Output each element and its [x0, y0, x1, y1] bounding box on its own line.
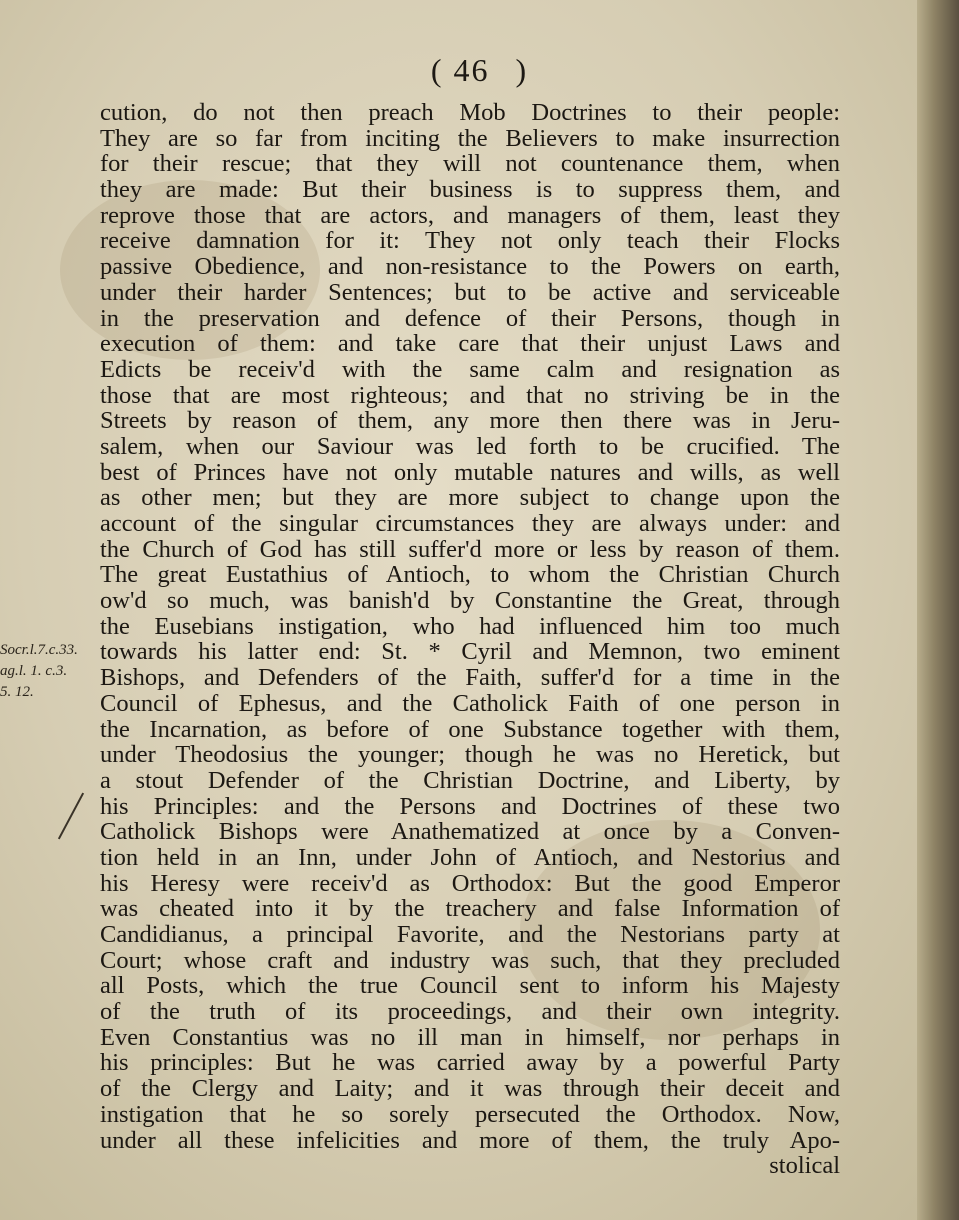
- text-line: under Theodosius the younger; though he was no Heretick, but: [100, 741, 840, 769]
- text-line: under all these infelicities and more of them, the truly Apo-: [100, 1126, 840, 1154]
- text-line: his Principles: and the Persons and Doctrines of these two: [100, 792, 840, 820]
- body-text: [100, 100, 840, 1179]
- page-gutter-edge: [917, 0, 959, 1220]
- text-line: account of the singular circumstances they are always under: and: [100, 510, 840, 537]
- text-line: the Eusebians instigation, who had influenced him too much: [100, 612, 840, 640]
- text-line: all Posts, which the true Council sent to inform his Majesty: [100, 972, 840, 1000]
- text-line: instigation that he so sorely persecuted the Orthodox. Now,: [100, 1100, 840, 1128]
- text-line: receive damnation for it: They not only teach their Flocks: [100, 227, 840, 255]
- margin-notes: [0, 640, 100, 703]
- margin-note: ag.l. 1. c.3.: [0, 663, 68, 679]
- page-number-close: ): [515, 52, 529, 88]
- text-line: tion held in an Inn, under John of Antioch, and Nestorius and: [100, 843, 840, 871]
- pen-mark: [58, 793, 84, 840]
- text-line: Council of Ephesus, and the Catholick Faith of one person in: [100, 689, 840, 717]
- text-line: a stout Defender of the Christian Doctrine, and Liberty, by: [100, 766, 840, 794]
- text-line: cution, do not then preach Mob Doctrines to their people:: [100, 99, 840, 126]
- text-line: those that are most righteous; and that no striving be in the: [100, 381, 840, 409]
- text-line: of the Clergy and Laity; and it was through their deceit and: [100, 1075, 840, 1103]
- catchword: stolical: [769, 1152, 840, 1180]
- text-line: his principles: But he was carried away by a powerful Party: [100, 1049, 840, 1077]
- margin-note: 5. 12.: [0, 684, 34, 700]
- text-line: passive Obedience, and non-resistance to the Powers on earth,: [100, 253, 840, 281]
- text-line: Bishops, and Defenders of the Faith, suffer'd for a time in the: [100, 664, 840, 692]
- text-line: was cheated into it by the treachery and false Information of: [100, 895, 840, 923]
- text-line: towards his latter end: St. * Cyril and Memnon, two eminent: [100, 638, 840, 666]
- text-line: reprove those that are actors, and managers of them, least they: [100, 201, 840, 229]
- text-line: under their harder Sentences; but to be active and serviceable: [100, 278, 840, 306]
- text-line: as other men; but they are more subject to change upon the: [100, 484, 840, 512]
- text-line: of the truth of its proceedings, and their own integrity.: [100, 998, 840, 1026]
- text-line: they are made: But their business is to suppress them, and: [100, 176, 840, 204]
- text-line: salem, when our Saviour was led forth to be crucified. The: [100, 432, 840, 460]
- page-number: [0, 52, 959, 89]
- margin-note: Socr.l.7.c.33.: [0, 642, 78, 658]
- text-line: his Heresy were receiv'd as Orthodox: But the good Emperor: [100, 869, 840, 897]
- text-line: Even Constantius was no ill man in himself, nor perhaps in: [100, 1023, 840, 1051]
- text-line: Catholick Bishops were Anathematized at once by a Conven-: [100, 818, 840, 846]
- text-line: best of Princes have not only mutable natures and wills, as well: [100, 458, 840, 486]
- text-line: the Church of God has still suffer'd more or less by reason of them.: [100, 535, 840, 563]
- text-line: Candidianus, a principal Favorite, and the Nestorians party at: [100, 921, 840, 948]
- text-line: The great Eustathius of Antioch, to whom the Christian Church: [100, 561, 840, 589]
- text-line: They are so far from inciting the Believers to make insurrection: [100, 124, 840, 152]
- text-line: ow'd so much, was banish'd by Constantine the Great, through: [100, 587, 840, 615]
- page-number-value: 46: [453, 52, 490, 88]
- page-number-open: (: [430, 52, 444, 88]
- text-line: Court; whose craft and industry was such, that they precluded: [100, 946, 840, 974]
- text-line: the Incarnation, as before of one Substance together with them,: [100, 715, 840, 743]
- text-line: for their rescue; that they will not countenance them, when: [100, 150, 840, 178]
- text-line: execution of them: and take care that their unjust Laws and: [100, 330, 840, 358]
- text-line: Edicts be receiv'd with the same calm and resignation as: [100, 355, 840, 383]
- text-line: Streets by reason of them, any more then there was in Jeru-: [100, 407, 840, 435]
- text-line: in the preservation and defence of their Persons, though in: [100, 304, 840, 332]
